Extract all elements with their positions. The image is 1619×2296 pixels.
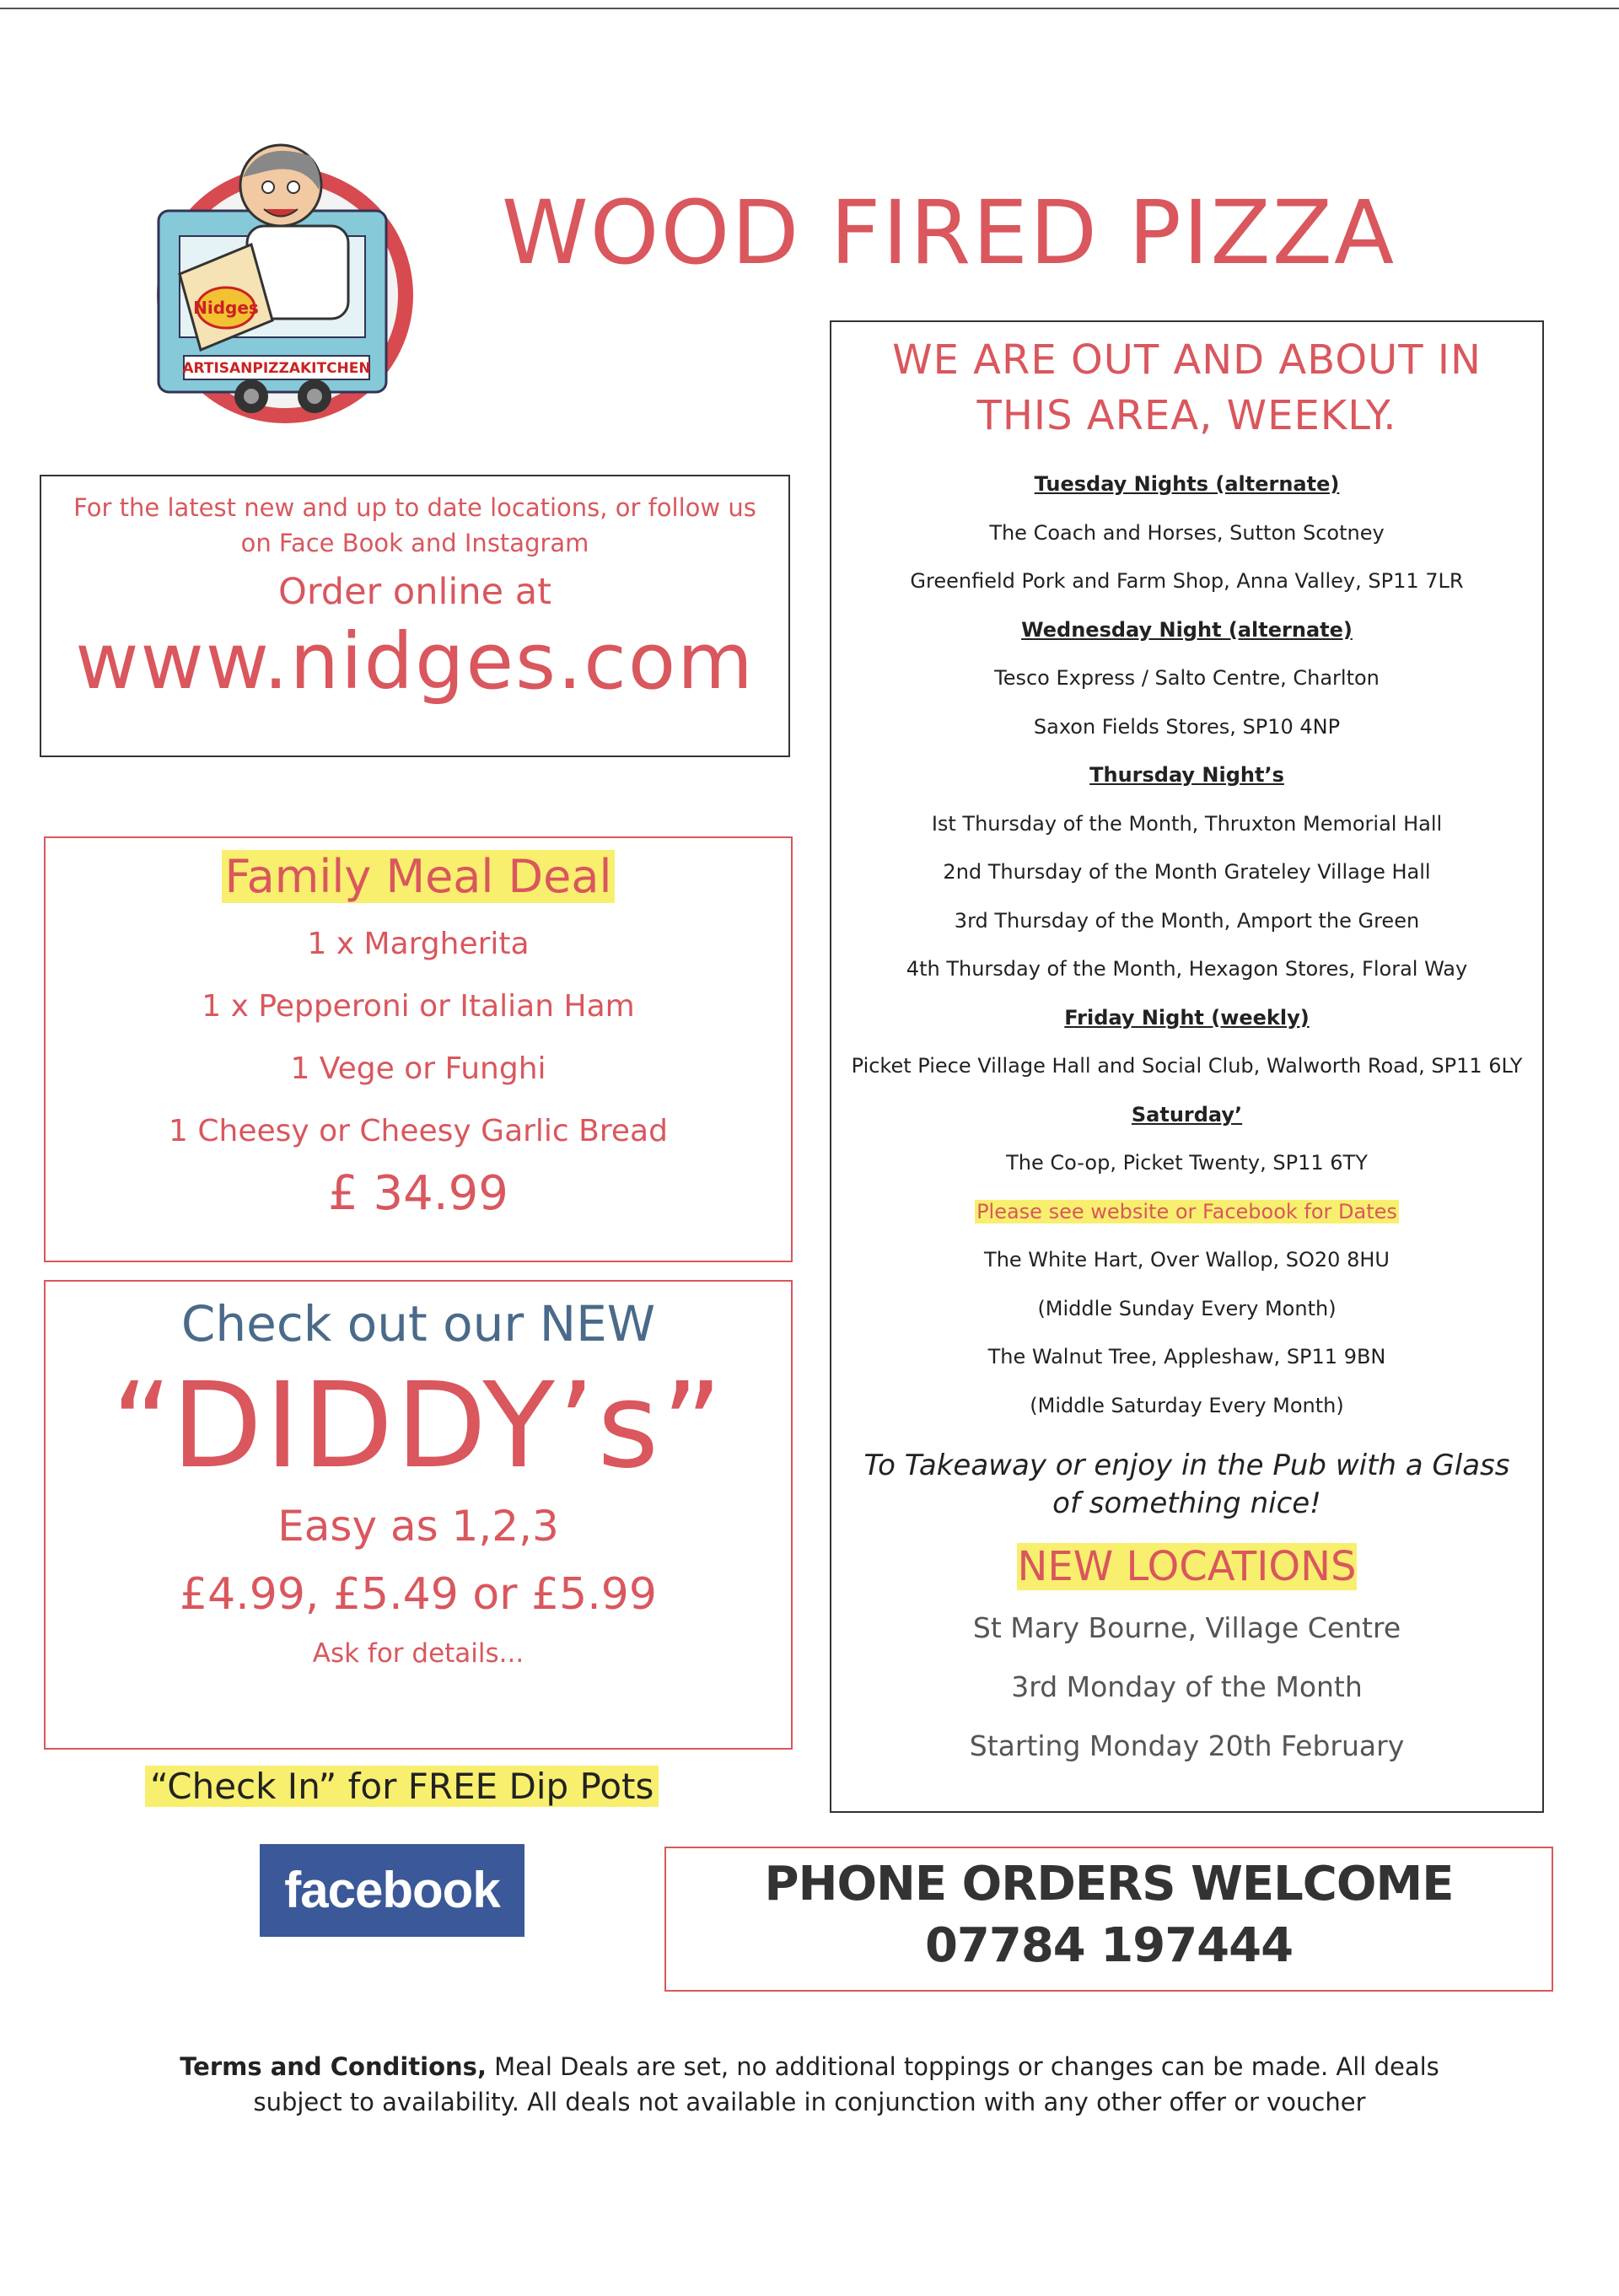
location-row-7: Ist Thursday of the Month, Thruxton Memorial Hall <box>931 811 1443 836</box>
location-row-15: Please see website or Facebook for Dates <box>976 1199 1397 1223</box>
diddys-prices: £4.99, £5.49 or £5.99 <box>180 1569 657 1620</box>
new-location-line: 3rd Monday of the Month <box>1011 1670 1363 1703</box>
takeaway-note: To Takeaway or enjoy in the Pub with a Glass of something nice! <box>863 1449 1510 1520</box>
location-row-13: Saturday’ <box>1131 1102 1243 1126</box>
locations-heading-1: WE ARE OUT AND ABOUT IN <box>892 336 1482 384</box>
deal-price: £ 34.99 <box>328 1166 508 1221</box>
family-deal-title: Family Meal Deal <box>222 850 616 903</box>
diddys-note: Ask for details... <box>312 1638 524 1669</box>
phone-orders-box <box>664 1847 1553 1992</box>
follow-us-text: For the latest new and up to date locations, or follow us on Face Book and Instagram <box>73 493 756 557</box>
new-location-line: St Mary Bourne, Village Centre <box>972 1611 1401 1644</box>
location-row-4: Tesco Express / Salto Centre, Charlton <box>994 666 1380 690</box>
diddys-name: “DIDDY’s” <box>111 1358 725 1495</box>
terms-and-conditions <box>135 2049 1484 2120</box>
locations-heading-2: THIS AREA, WEEKLY. <box>976 392 1397 439</box>
location-row-9: 3rd Thursday of the Month, Amport the Green <box>954 908 1420 933</box>
family-meal-deal-box <box>44 836 793 1262</box>
location-row-16: The White Hart, Over Wallop, SO20 8HU <box>984 1248 1390 1272</box>
location-row-17: (Middle Sunday Every Month) <box>1037 1296 1337 1320</box>
location-row-18: The Walnut Tree, Appleshaw, SP11 9BN <box>987 1345 1386 1368</box>
new-locations-title: NEW LOCATIONS <box>1017 1543 1357 1590</box>
deal-item: 1 x Pepperoni or Italian Ham <box>202 989 635 1024</box>
location-row-10: 4th Thursday of the Month, Hexagon Stores, Floral Way <box>906 957 1468 981</box>
deal-item: 1 x Margherita <box>307 927 530 961</box>
diddys-tagline: Easy as 1,2,3 <box>277 1502 559 1551</box>
website-url[interactable]: www.nidges.com <box>75 616 755 707</box>
new-location-line: Starting Monday 20th February <box>969 1729 1405 1762</box>
location-row-1: The Coach and Horses, Sutton Scotney <box>989 520 1385 545</box>
location-row-3: Wednesday Night (alternate) <box>1021 617 1353 642</box>
order-online-box <box>40 475 790 757</box>
location-row-0: Tuesday Nights (alternate) <box>1034 472 1340 496</box>
diddys-intro: Check out our NEW <box>180 1295 656 1352</box>
deal-item: 1 Vege or Funghi <box>290 1051 546 1086</box>
top-rule <box>0 8 1619 9</box>
location-row-11: Friday Night (weekly) <box>1064 1005 1310 1030</box>
phone-orders-label: PHONE ORDERS WELCOME <box>764 1857 1454 1912</box>
diddys-box <box>44 1280 793 1750</box>
deal-item: 1 Cheesy or Cheesy Garlic Bread <box>169 1114 668 1148</box>
facebook-logo[interactable]: facebook <box>260 1844 524 1937</box>
svg-text:ARTISANPIZZAKITCHEN: ARTISANPIZZAKITCHEN <box>182 360 371 377</box>
terms-lead: Terms and Conditions, <box>180 2052 487 2081</box>
terms-text: Meal Deals are set, no additional toppings or changes can be made. All deals subject to availability. All deals not available in conjunction with any other offer or voucher <box>253 2052 1439 2116</box>
location-row-12: Picket Piece Village Hall and Social Club, Walworth Road, SP11 6LY <box>851 1054 1523 1078</box>
page-title: WOOD FIRED PIZZA <box>501 181 1396 284</box>
location-row-19: (Middle Saturday Every Month) <box>1030 1393 1344 1417</box>
location-row-5: Saxon Fields Stores, SP10 4NP <box>1033 714 1341 739</box>
location-row-2: Greenfield Pork and Farm Shop, Anna Valley, SP11 7LR <box>910 569 1464 593</box>
location-row-8: 2nd Thursday of the Month Grateley Village Hall <box>943 860 1431 884</box>
location-row-14: The Co-op, Picket Twenty, SP11 6TY <box>1006 1151 1368 1175</box>
locations-box <box>830 320 1544 1813</box>
phone-number[interactable]: 07784 197444 <box>924 1918 1294 1973</box>
nidges-logo <box>133 126 420 447</box>
svg-text:Nidges: Nidges <box>193 298 259 318</box>
checkin-offer: “Check In” for FREE Dip Pots <box>145 1766 659 1807</box>
order-online-label: Order online at <box>278 571 551 613</box>
locations-list <box>831 460 1542 1430</box>
location-row-6: Thursday Night’s <box>1089 763 1284 787</box>
